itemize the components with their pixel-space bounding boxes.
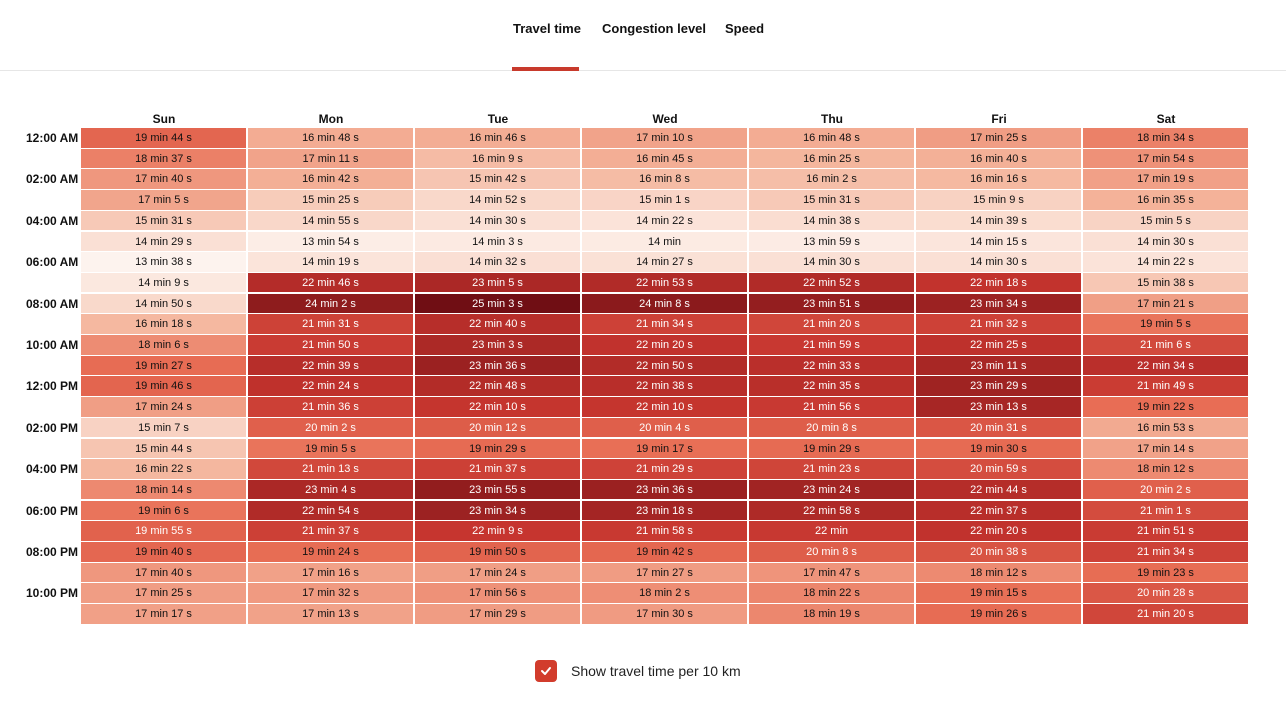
heatmap-cell[interactable]: 14 min 29 s xyxy=(81,232,246,252)
heatmap-cell[interactable]: 20 min 12 s xyxy=(415,418,580,438)
heatmap-cell[interactable]: 17 min 25 s xyxy=(916,128,1081,148)
heatmap-cell[interactable]: 19 min 29 s xyxy=(749,439,914,459)
heatmap-cell[interactable]: 19 min 15 s xyxy=(916,583,1081,603)
heatmap-cell[interactable]: 19 min 30 s xyxy=(916,439,1081,459)
heatmap-cell[interactable]: 17 min 10 s xyxy=(582,128,747,148)
heatmap-cell[interactable]: 18 min 22 s xyxy=(749,583,914,603)
heatmap-cell[interactable]: 16 min 48 s xyxy=(248,128,413,148)
heatmap-cell[interactable]: 23 min 11 s xyxy=(916,356,1081,376)
heatmap-cell[interactable]: 19 min 29 s xyxy=(415,439,580,459)
heatmap-cell[interactable]: 16 min 35 s xyxy=(1083,190,1248,210)
heatmap-cell[interactable]: 20 min 4 s xyxy=(582,418,747,438)
heatmap-cell[interactable]: 14 min 27 s xyxy=(582,252,747,272)
heatmap-cell[interactable]: 17 min 56 s xyxy=(415,583,580,603)
hour-label: 08:00 PM xyxy=(26,545,79,559)
heatmap-cell[interactable]: 17 min 32 s xyxy=(248,583,413,603)
heatmap-cell[interactable]: 15 min 1 s xyxy=(582,190,747,210)
heatmap-cell[interactable]: 21 min 23 s xyxy=(749,459,914,479)
heatmap-cell[interactable]: 21 min 32 s xyxy=(916,314,1081,334)
heatmap-cell[interactable]: 15 min 31 s xyxy=(81,211,246,231)
heatmap-cell[interactable]: 22 min 44 s xyxy=(916,480,1081,500)
day-header-sat: Sat xyxy=(1156,112,1176,126)
per-10km-label: Show travel time per 10 km xyxy=(571,663,741,679)
heatmap-cell[interactable]: 15 min 42 s xyxy=(415,169,580,189)
heatmap-cell[interactable]: 20 min 59 s xyxy=(916,459,1081,479)
heatmap-cell[interactable]: 13 min 54 s xyxy=(248,232,413,252)
heatmap-cell[interactable]: 14 min 22 s xyxy=(582,211,747,231)
heatmap-cell[interactable]: 17 min 16 s xyxy=(248,563,413,583)
heatmap-cell[interactable]: 21 min 59 s xyxy=(749,335,914,355)
tab-travel-time[interactable]: Travel time xyxy=(513,21,581,36)
heatmap-cell[interactable]: 14 min 52 s xyxy=(415,190,580,210)
hour-label: 12:00 PM xyxy=(26,379,79,394)
heatmap-cell[interactable]: 21 min 56 s xyxy=(749,397,914,417)
heatmap-cell[interactable]: 17 min 54 s xyxy=(1083,149,1248,169)
heatmap-cell[interactable]: 19 min 5 s xyxy=(1083,314,1248,334)
heatmap-cell[interactable]: 17 min 11 s xyxy=(248,149,413,169)
day-header-wed: Wed xyxy=(652,112,678,126)
hour-label: 02:00 PM xyxy=(26,420,79,435)
heatmap-cell[interactable]: 17 min 17 s xyxy=(81,604,246,624)
heatmap-cell[interactable]: 14 min 22 s xyxy=(1083,252,1248,272)
heatmap-cell[interactable]: 19 min 26 s xyxy=(916,604,1081,624)
hour-label: 10:00 PM xyxy=(26,586,79,601)
heatmap-cell[interactable]: 21 min 49 s xyxy=(1083,376,1248,396)
heatmap-cell[interactable]: 19 min 44 s xyxy=(81,128,246,148)
heatmap-cell[interactable]: 17 min 21 s xyxy=(1083,294,1248,314)
day-header-tue: Tue xyxy=(487,112,509,126)
heatmap-cell[interactable]: 21 min 50 s xyxy=(248,335,413,355)
heatmap-cell[interactable]: 21 min 13 s xyxy=(248,459,413,479)
heatmap-cell[interactable]: 20 min 28 s xyxy=(1083,583,1248,603)
heatmap-cell[interactable]: 15 min 44 s xyxy=(81,439,246,459)
heatmap-cell[interactable]: 23 min 13 s xyxy=(916,397,1081,417)
heatmap-cell[interactable]: 14 min xyxy=(582,232,747,252)
heatmap-cell[interactable]: 14 min 19 s xyxy=(248,252,413,272)
heatmap-cell[interactable]: 22 min 40 s xyxy=(415,314,580,334)
heatmap-cell[interactable]: 17 min 24 s xyxy=(415,563,580,583)
heatmap-cell[interactable]: 23 min 34 s xyxy=(415,501,580,521)
heatmap-cell[interactable]: 14 min 3 s xyxy=(415,232,580,252)
hour-label: 12:00 AM xyxy=(26,131,79,145)
heatmap-cell[interactable]: 20 min 8 s xyxy=(749,542,914,562)
heatmap-cell[interactable]: 15 min 25 s xyxy=(248,190,413,210)
heatmap-cell[interactable]: 22 min 24 s xyxy=(248,376,413,396)
heatmap-cell[interactable]: 14 min 9 s xyxy=(81,273,246,293)
heatmap-cell[interactable]: 21 min 6 s xyxy=(1083,335,1248,355)
heatmap-cell[interactable]: 22 min xyxy=(749,521,914,541)
heatmap-cell[interactable]: 22 min 9 s xyxy=(415,521,580,541)
heatmap-cell[interactable]: 17 min 19 s xyxy=(1083,169,1248,189)
heatmap-cell[interactable]: 22 min 34 s xyxy=(1083,356,1248,376)
heatmap-cell[interactable]: 23 min 36 s xyxy=(582,480,747,500)
heatmap-cell[interactable]: 23 min 29 s xyxy=(916,376,1081,396)
heatmap-cell[interactable]: 17 min 25 s xyxy=(81,583,246,603)
heatmap-cell[interactable]: 16 min 46 s xyxy=(415,128,580,148)
heatmap-cell[interactable]: 14 min 30 s xyxy=(749,252,914,272)
heatmap-cell[interactable]: 17 min 13 s xyxy=(248,604,413,624)
view-tabs xyxy=(0,0,1286,71)
heatmap-cell[interactable]: 21 min 31 s xyxy=(248,314,413,334)
heatmap-cell[interactable]: 16 min 53 s xyxy=(1083,418,1248,438)
heatmap-cell[interactable]: 19 min 22 s xyxy=(1083,397,1248,417)
heatmap-cell[interactable]: 15 min 31 s xyxy=(749,190,914,210)
heatmap-cell[interactable]: 23 min 55 s xyxy=(415,480,580,500)
heatmap-cell[interactable]: 18 min 2 s xyxy=(582,583,747,603)
heatmap-cell[interactable]: 18 min 6 s xyxy=(81,335,246,355)
heatmap-cell[interactable]: 18 min 37 s xyxy=(81,149,246,169)
day-header-mon: Mon xyxy=(318,112,344,126)
heatmap-cell[interactable]: 18 min 12 s xyxy=(916,563,1081,583)
heatmap-cell[interactable]: 21 min 34 s xyxy=(1083,542,1248,562)
heatmap-cell[interactable]: 22 min 52 s xyxy=(749,273,914,293)
heatmap-cell[interactable]: 16 min 22 s xyxy=(81,459,246,479)
tab-speed[interactable]: Speed xyxy=(725,21,765,36)
heatmap-cell[interactable]: 22 min 54 s xyxy=(248,501,413,521)
heatmap-cell[interactable]: 23 min 24 s xyxy=(749,480,914,500)
heatmap-cell[interactable]: 20 min 2 s xyxy=(248,418,413,438)
heatmap-cell[interactable]: 13 min 59 s xyxy=(749,232,914,252)
heatmap-cell[interactable]: 21 min 36 s xyxy=(248,397,413,417)
heatmap-cell[interactable]: 15 min 5 s xyxy=(1083,211,1248,231)
heatmap-cell[interactable]: 16 min 8 s xyxy=(582,169,747,189)
heatmap-cell[interactable]: 14 min 32 s xyxy=(415,252,580,272)
heatmap-cell[interactable]: 19 min 5 s xyxy=(248,439,413,459)
heatmap-cell[interactable]: 17 min 30 s xyxy=(582,604,747,624)
heatmap-cell[interactable]: 22 min 35 s xyxy=(749,376,914,396)
heatmap-cell[interactable]: 22 min 39 s xyxy=(248,356,413,376)
checkmark-icon xyxy=(540,665,552,677)
heatmap-cell[interactable]: 17 min 40 s xyxy=(81,169,246,189)
heatmap-cell[interactable]: 18 min 19 s xyxy=(749,604,914,624)
heatmap-cell[interactable]: 18 min 34 s xyxy=(1083,128,1248,148)
heatmap-cell[interactable]: 21 min 58 s xyxy=(582,521,747,541)
heatmap-cell[interactable]: 22 min 10 s xyxy=(415,397,580,417)
tab-congestion-level[interactable]: Congestion level xyxy=(602,21,707,36)
hour-label: 06:00 AM xyxy=(26,255,79,270)
heatmap-cell[interactable]: 16 min 2 s xyxy=(749,169,914,189)
heatmap-cell[interactable]: 22 min 58 s xyxy=(749,501,914,521)
heatmap-cell[interactable]: 17 min 29 s xyxy=(415,604,580,624)
heatmap-cell[interactable]: 22 min 50 s xyxy=(582,356,747,376)
hour-label: 02:00 AM xyxy=(26,172,79,187)
heatmap-cell[interactable]: 13 min 38 s xyxy=(81,252,246,272)
heatmap-cell[interactable]: 22 min 18 s xyxy=(916,273,1081,293)
hour-label: 08:00 AM xyxy=(26,296,79,311)
heatmap-cell[interactable]: 19 min 27 s xyxy=(81,356,246,376)
heatmap-cell[interactable]: 21 min 20 s xyxy=(1083,604,1248,624)
heatmap-cell[interactable]: 21 min 37 s xyxy=(415,459,580,479)
heatmap-cell[interactable]: 24 min 8 s xyxy=(582,294,747,314)
active-tab-indicator xyxy=(512,67,579,71)
heatmap-cell[interactable]: 23 min 36 s xyxy=(415,356,580,376)
heatmap-cell[interactable]: 16 min 25 s xyxy=(749,149,914,169)
heatmap-cell[interactable]: 22 min 33 s xyxy=(749,356,914,376)
heatmap-cell[interactable]: 20 min 31 s xyxy=(916,418,1081,438)
heatmap-cell[interactable]: 23 min 5 s xyxy=(415,273,580,293)
heatmap-cell[interactable]: 20 min 8 s xyxy=(749,418,914,438)
heatmap-cell[interactable]: 21 min 29 s xyxy=(582,459,747,479)
heatmap-cell[interactable]: 14 min 55 s xyxy=(248,211,413,231)
heatmap-cell[interactable]: 20 min 38 s xyxy=(916,542,1081,562)
heatmap-cell[interactable]: 16 min 9 s xyxy=(415,149,580,169)
heatmap-cell[interactable]: 19 min 17 s xyxy=(582,439,747,459)
heatmap-cell[interactable]: 23 min 3 s xyxy=(415,335,580,355)
heatmap-cell[interactable]: 22 min 46 s xyxy=(248,273,413,293)
heatmap-cell[interactable]: 23 min 51 s xyxy=(749,294,914,314)
heatmap-cell[interactable]: 22 min 53 s xyxy=(582,273,747,293)
heatmap-cell[interactable]: 20 min 2 s xyxy=(1083,480,1248,500)
heatmap-cell[interactable]: 21 min 34 s xyxy=(582,314,747,334)
heatmap-cell[interactable]: 21 min 37 s xyxy=(248,521,413,541)
heatmap-cell[interactable]: 19 min 23 s xyxy=(1083,563,1248,583)
heatmap-cell[interactable]: 17 min 5 s xyxy=(81,190,246,210)
heatmap-cell[interactable]: 22 min 10 s xyxy=(582,397,747,417)
heatmap-cell[interactable]: 19 min 46 s xyxy=(81,376,246,396)
heatmap-cell[interactable]: 23 min 18 s xyxy=(582,501,747,521)
heatmap-cell[interactable]: 19 min 55 s xyxy=(81,521,246,541)
heatmap-cell[interactable]: 16 min 42 s xyxy=(248,169,413,189)
heatmap-cell[interactable]: 19 min 6 s xyxy=(81,501,246,521)
heatmap-cell[interactable]: 23 min 34 s xyxy=(916,294,1081,314)
heatmap-cell[interactable]: 14 min 50 s xyxy=(81,294,246,314)
heatmap-cell[interactable]: 22 min 38 s xyxy=(582,376,747,396)
heatmap-cell[interactable]: 22 min 25 s xyxy=(916,335,1081,355)
day-header-fri: Fri xyxy=(991,112,1007,126)
heatmap-cell[interactable]: 19 min 50 s xyxy=(415,542,580,562)
day-header-sun: Sun xyxy=(152,112,176,126)
hour-label: 10:00 AM xyxy=(26,338,79,352)
heatmap-cell[interactable]: 16 min 45 s xyxy=(582,149,747,169)
heatmap-cell[interactable]: 14 min 39 s xyxy=(916,211,1081,231)
heatmap-cell[interactable]: 16 min 48 s xyxy=(749,128,914,148)
heatmap-cell[interactable]: 15 min 9 s xyxy=(916,190,1081,210)
heatmap-cell[interactable]: 19 min 42 s xyxy=(582,542,747,562)
heatmap-cell[interactable]: 16 min 16 s xyxy=(916,169,1081,189)
heatmap-cell[interactable]: 21 min 20 s xyxy=(749,314,914,334)
heatmap-cell[interactable]: 18 min 14 s xyxy=(81,480,246,500)
heatmap-cell[interactable]: 18 min 12 s xyxy=(1083,459,1248,479)
heatmap-cell[interactable]: 24 min 2 s xyxy=(248,294,413,314)
heatmap-cell[interactable]: 16 min 40 s xyxy=(916,149,1081,169)
day-header-thu: Thu xyxy=(821,112,843,126)
heatmap-cell[interactable]: 19 min 40 s xyxy=(81,542,246,562)
heatmap-cell[interactable]: 21 min 1 s xyxy=(1083,501,1248,521)
heatmap-cell[interactable]: 21 min 51 s xyxy=(1083,521,1248,541)
heatmap-cell[interactable]: 19 min 24 s xyxy=(248,542,413,562)
heatmap-cell[interactable]: 17 min 27 s xyxy=(582,563,747,583)
heatmap-cell[interactable]: 25 min 3 s xyxy=(415,294,580,314)
heatmap-cell[interactable]: 16 min 18 s xyxy=(81,314,246,334)
hour-label: 06:00 PM xyxy=(26,503,79,518)
heatmap-cell[interactable]: 14 min 30 s xyxy=(415,211,580,231)
heatmap-cell[interactable]: 15 min 7 s xyxy=(81,418,246,438)
heatmap-cell[interactable]: 14 min 38 s xyxy=(749,211,914,231)
heatmap-cell[interactable]: 17 min 14 s xyxy=(1083,439,1248,459)
hour-label: 04:00 AM xyxy=(26,213,79,228)
heatmap-cell[interactable]: 22 min 20 s xyxy=(582,335,747,355)
per-10km-checkbox[interactable] xyxy=(535,660,557,682)
heatmap-cell[interactable]: 22 min 48 s xyxy=(415,376,580,396)
heatmap-cell[interactable]: 17 min 24 s xyxy=(81,397,246,417)
heatmap-cell[interactable]: 14 min 30 s xyxy=(1083,232,1248,252)
heatmap-cell[interactable]: 15 min 38 s xyxy=(1083,273,1248,293)
heatmap-cell[interactable]: 22 min 37 s xyxy=(916,501,1081,521)
heatmap-cell[interactable]: 14 min 30 s xyxy=(916,252,1081,272)
heatmap-cell[interactable]: 17 min 40 s xyxy=(81,563,246,583)
hour-label: 04:00 PM xyxy=(26,462,79,477)
heatmap-cell[interactable]: 22 min 20 s xyxy=(916,521,1081,541)
heatmap-cell[interactable]: 14 min 15 s xyxy=(916,232,1081,252)
heatmap-cell[interactable]: 23 min 4 s xyxy=(248,480,413,500)
heatmap-cell[interactable]: 17 min 47 s xyxy=(749,563,914,583)
